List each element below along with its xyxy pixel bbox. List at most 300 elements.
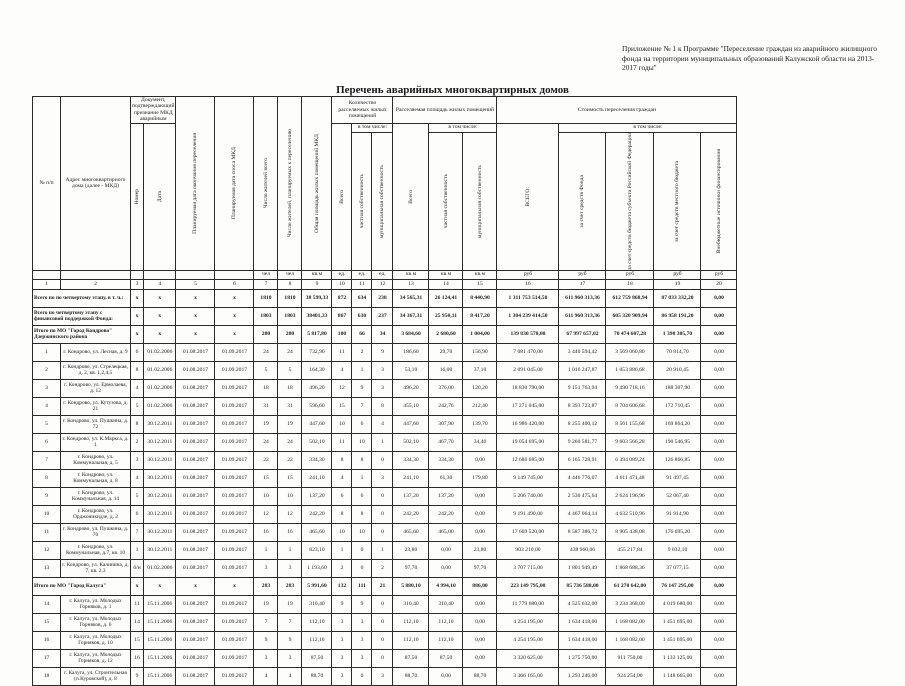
cell-cp: 6 <box>352 487 372 505</box>
total-cell: x <box>144 577 176 595</box>
cell-ap: 465,00 <box>429 523 463 541</box>
cell-f: 1 275 750,00 <box>559 649 606 667</box>
cell-at: 112,10 <box>393 613 429 631</box>
cell-date: 01.02.2006 <box>144 559 176 577</box>
cell-at: 502,10 <box>393 433 429 451</box>
cell-date: 30.12.2011 <box>144 433 176 451</box>
cell-rr: 1 <box>278 541 302 559</box>
unit-cell: руб <box>701 270 737 279</box>
cell-am: 88,70 <box>463 667 497 685</box>
total-cell: 283 <box>278 577 302 595</box>
cell-cm: 0 <box>372 631 393 649</box>
column-number: 6 <box>215 279 254 289</box>
total-cell: 200 <box>278 325 302 343</box>
cell-sum: 3 320 625,00 <box>497 649 559 667</box>
cell-cp: 9 <box>352 595 372 613</box>
cell-at: 334,30 <box>393 451 429 469</box>
cell-cp: 0 <box>352 559 372 577</box>
total-cell: 4 994,10 <box>429 577 463 595</box>
cell-ct: 4 <box>332 469 352 487</box>
cell-num: 4 <box>131 379 144 397</box>
unit-cell: кв.м <box>429 270 463 279</box>
header-cost-total: ВСЕГО: <box>497 123 559 270</box>
cell-date: 15.11.2006 <box>144 595 176 613</box>
unit-cell: руб <box>606 270 654 279</box>
cell-f: 1 293 246,00 <box>559 667 606 685</box>
cell-ct: 3 <box>332 631 352 649</box>
cell-f: 8 393 723,87 <box>559 397 606 415</box>
cell-ct: 11 <box>332 343 352 361</box>
cell-sum: 17 669 520,00 <box>497 523 559 541</box>
cell-addr: г. Кондрово, ул. Коммунальная, д. 14 <box>61 487 131 505</box>
cell-l: 4 019 680,00 <box>654 595 701 613</box>
cell-ap: 467,70 <box>429 433 463 451</box>
cell-f: 4 467 064,14 <box>559 505 606 523</box>
column-numbers-row <box>33 279 737 289</box>
total-row-kaluga <box>33 577 737 595</box>
cell-ta: 465,60 <box>302 523 332 541</box>
total-cell: 1810 <box>278 289 302 307</box>
column-number: 12 <box>372 279 393 289</box>
table-row <box>33 397 737 415</box>
cell-addr: г. Калуга, ул. Молодых Горняков, д. 6 <box>61 613 131 631</box>
cell-e: 0,00 <box>701 667 737 685</box>
cell-cp: 8 <box>352 451 372 469</box>
cell-ta: 502,10 <box>302 433 332 451</box>
cell-am: 156,90 <box>463 343 497 361</box>
cell-ta: 447,60 <box>302 415 332 433</box>
cell-cm: 0 <box>372 613 393 631</box>
cell-ta: 310,40 <box>302 595 332 613</box>
cell-r: 1 868 688,36 <box>606 559 654 577</box>
cell-n: 14 <box>33 595 61 613</box>
cell-cm: 1 <box>372 541 393 559</box>
cell-rt: 19 <box>254 415 278 433</box>
header-resettlement-date: Планируемая дата окончания переселения <box>176 97 215 271</box>
column-number: 15 <box>463 279 497 289</box>
cell-sum: 12 686 685,00 <box>497 451 559 469</box>
cell-l: 70 814,70 <box>654 343 701 361</box>
cell-r: 8 704 606,68 <box>606 397 654 415</box>
total-cell: 611 960 313,36 <box>559 307 606 325</box>
header-area-group: Расселяемая площадь жилых помещений <box>393 97 497 124</box>
table-row <box>33 667 737 685</box>
cell-ta: 88,70 <box>302 667 332 685</box>
column-number: 14 <box>429 279 463 289</box>
cell-cp: 1 <box>352 469 372 487</box>
unit-cell <box>61 270 131 279</box>
cell-cm: 4 <box>372 415 393 433</box>
total-cell: 630 <box>352 307 372 325</box>
cell-cp: 0 <box>352 667 372 685</box>
header-doc-group: Документ, подтверждающий признание МКД аварийным <box>132 97 175 123</box>
cell-num: 5 <box>131 397 144 415</box>
unit-cell: кв.м <box>463 270 497 279</box>
cell-num: 6/н <box>131 559 144 577</box>
cell-ap: 112,10 <box>429 631 463 649</box>
cell-am: 0,00 <box>463 595 497 613</box>
cell-cp: 6 <box>352 415 372 433</box>
cell-rt: 12 <box>254 505 278 523</box>
cell-am: 139,70 <box>463 415 497 433</box>
total-cell: 38401,33 <box>302 307 332 325</box>
cell-am: 37,10 <box>463 361 497 379</box>
cell-ct: 3 <box>332 649 352 667</box>
cell-sum: 4 254 195,00 <box>497 613 559 631</box>
header-doc-number: Номер <box>131 123 144 270</box>
cell-date: 01.02.2006 <box>144 379 176 397</box>
cell-date: 30.12.2011 <box>144 415 176 433</box>
cell-date: 15.11.2006 <box>144 667 176 685</box>
total-cell: 21 <box>372 577 393 595</box>
cell-pd: 01.09.2017 <box>215 415 254 433</box>
cell-pd: 01.09.2017 <box>215 451 254 469</box>
cell-ap: 334,30 <box>429 451 463 469</box>
cell-e: 0,00 <box>701 613 737 631</box>
cell-f: 8 255 400,12 <box>559 415 606 433</box>
column-number: 3 <box>131 279 144 289</box>
cell-ta: 1 193,60 <box>302 559 332 577</box>
cell-cp: 7 <box>352 397 372 415</box>
total-cell: x <box>215 307 254 325</box>
cell-addr: г. Кондрово, ул. Лесная, д. 9 <box>61 343 131 361</box>
cell-addr: г. Кондрово, ул. Ермолаева, д. 12 <box>61 379 131 397</box>
cell-sum: 19 054 695,00 <box>497 433 559 451</box>
cell-rr: 19 <box>278 595 302 613</box>
cell-n: 16 <box>33 631 61 649</box>
cell-ap: 376,00 <box>429 379 463 397</box>
cell-ap: 16,00 <box>429 361 463 379</box>
cell-addr: г. Кондрово, ул. Коммунальная, д.7, кв. 10 <box>61 541 131 559</box>
total-label: Всего по по четвертому этапу, в т. ч.: <box>33 289 131 307</box>
cell-pr: 01.08.2017 <box>176 379 215 397</box>
cell-pr: 01.08.2017 <box>176 433 215 451</box>
document-title: Перечень аварийных многоквартирных домов <box>336 84 569 96</box>
total-row-kondrovo <box>33 325 737 343</box>
cell-at: 242,20 <box>393 505 429 523</box>
cell-num: 3 <box>131 451 144 469</box>
cell-r: 8 561 155,68 <box>606 415 654 433</box>
cell-cm: 2 <box>372 559 393 577</box>
column-number: 9 <box>302 279 332 289</box>
cell-addr: г. Кондрово, ул. Пушкина, д. 72 <box>61 415 131 433</box>
column-number: 18 <box>606 279 654 289</box>
cell-ap: 307,90 <box>429 415 463 433</box>
cell-ta: 823,10 <box>302 541 332 559</box>
cell-sum: 4 254 195,00 <box>497 631 559 649</box>
cell-num: 9 <box>131 667 144 685</box>
total-cell: 223 149 795,00 <box>497 577 559 595</box>
cell-cp: 3 <box>352 649 372 667</box>
cell-ct: 15 <box>332 397 352 415</box>
cell-n: 12 <box>33 541 61 559</box>
cell-cp: 10 <box>352 523 372 541</box>
cell-rr: 10 <box>278 487 302 505</box>
cell-num: 4 <box>131 469 144 487</box>
unit-cell <box>215 270 254 279</box>
cell-rt: 24 <box>254 433 278 451</box>
table-row <box>33 505 737 523</box>
cell-am: 179,80 <box>463 469 497 487</box>
table-row <box>33 433 737 451</box>
total-cell: 34 565,31 <box>393 289 429 307</box>
cell-ap: 0,00 <box>429 667 463 685</box>
column-number: 8 <box>278 279 302 289</box>
cell-r: 4 611 471,48 <box>606 469 654 487</box>
cell-f: 2 530 475,64 <box>559 487 606 505</box>
cell-pr: 01.08.2017 <box>176 541 215 559</box>
cell-e: 0,00 <box>701 487 737 505</box>
cell-rr: 31 <box>278 397 302 415</box>
cell-ct: 4 <box>332 361 352 379</box>
cell-addr: г. Калуга, ул. Молодых Горняков, д. 1 <box>61 595 131 613</box>
cell-am: 97,70 <box>463 559 497 577</box>
cell-ta: 87,50 <box>302 649 332 667</box>
cell-e: 0,00 <box>701 451 737 469</box>
cell-sum: 7 081 470,00 <box>497 343 559 361</box>
cell-pd: 01.09.2017 <box>215 397 254 415</box>
header-residents-resettle: Число жителей, планируемых к переселению <box>278 97 302 271</box>
cell-ap: 0,00 <box>429 559 463 577</box>
total-cell: 85 736 588,00 <box>559 577 606 595</box>
cell-cp: 2 <box>352 343 372 361</box>
cell-at: 23,80 <box>393 541 429 559</box>
total-cell: x <box>131 577 144 595</box>
cell-l: 172 710,45 <box>654 397 701 415</box>
cell-sum: 16 986 420,00 <box>497 415 559 433</box>
cell-e: 0,00 <box>701 541 737 559</box>
cell-num: 2 <box>131 433 144 451</box>
total-cell: 86 958 191,20 <box>654 307 701 325</box>
total-cell: 100 <box>332 325 352 343</box>
cell-am: 0,00 <box>463 505 497 523</box>
cell-n: 4 <box>33 397 61 415</box>
cell-l: 20 910,45 <box>654 361 701 379</box>
cell-ap: 87,50 <box>429 649 463 667</box>
total-cell: 70 474 607,28 <box>606 325 654 343</box>
cell-f: 9 260 581,77 <box>559 433 606 451</box>
cell-num: 15 <box>131 631 144 649</box>
cell-sum: 3 366 165,00 <box>497 667 559 685</box>
cell-pr: 01.08.2017 <box>176 667 215 685</box>
cell-cm: 0 <box>372 487 393 505</box>
cell-e: 0,00 <box>701 343 737 361</box>
header-number: № п/п <box>33 97 61 271</box>
cell-l: 188 307,90 <box>654 379 701 397</box>
cell-ct: 3 <box>332 613 352 631</box>
total-cell: 34 367,31 <box>393 307 429 325</box>
total-cell: 87 033 332,20 <box>654 289 701 307</box>
total-cell: x <box>131 325 144 343</box>
cell-date: 01.02.2006 <box>144 397 176 415</box>
cell-ap: 137,20 <box>429 487 463 505</box>
cell-rt: 3 <box>254 559 278 577</box>
header-cost-extra: Внебюджетные источники финансирования <box>701 132 737 270</box>
table-row <box>33 451 737 469</box>
cell-f: 3 440 594,42 <box>559 343 606 361</box>
cell-cp: 10 <box>352 433 372 451</box>
cell-rr: 5 <box>278 361 302 379</box>
cell-at: 310,40 <box>393 595 429 613</box>
cell-rr: 3 <box>278 649 302 667</box>
cell-am: 0,00 <box>463 649 497 667</box>
total-label: Итого по МО "Город Кондрово" Дзержинского района <box>33 325 131 343</box>
column-number: 19 <box>654 279 701 289</box>
header-residents-total: Число жителей всего <box>254 97 278 271</box>
cell-addr: г. Калуга, ул. Молодых Горняков, д. 12 <box>61 649 131 667</box>
total-cell: 283 <box>254 577 278 595</box>
total-cell: 66 <box>352 325 372 343</box>
header-count-total: Всего <box>332 123 352 270</box>
total-cell: x <box>215 289 254 307</box>
total-label: Всего по четвертому этапу с финансовой поддержкой Фонда: <box>33 307 131 325</box>
cell-pd: 01.09.2017 <box>215 631 254 649</box>
cell-num: 8 <box>131 415 144 433</box>
cell-am: 120,20 <box>463 379 497 397</box>
table-row <box>33 559 737 577</box>
cell-at: 87,50 <box>393 649 429 667</box>
cell-l: 1 451 695,00 <box>654 613 701 631</box>
total-cell: 0,00 <box>701 577 737 595</box>
cell-pd: 01.09.2017 <box>215 487 254 505</box>
table-row <box>33 649 737 667</box>
cell-cm: 8 <box>372 397 393 415</box>
total-cell: 200 <box>254 325 278 343</box>
cell-pd: 01.09.2017 <box>215 469 254 487</box>
cell-date: 15.11.2006 <box>144 613 176 631</box>
total-cell: 5 991,60 <box>302 577 332 595</box>
unit-cell: кв.м <box>302 270 332 279</box>
cell-num: 11 <box>131 595 144 613</box>
cell-n: 18 <box>33 667 61 685</box>
cell-ct: 10 <box>332 415 352 433</box>
cell-e: 0,00 <box>701 415 737 433</box>
cell-l: 1 148 665,00 <box>654 667 701 685</box>
cell-e: 0,00 <box>701 397 737 415</box>
table-row <box>33 541 737 559</box>
total-cell: x <box>176 577 215 595</box>
column-number: 10 <box>332 279 352 289</box>
total-cell: 1 398 305,70 <box>654 325 701 343</box>
cell-ct: 8 <box>332 505 352 523</box>
cell-am: 34,40 <box>463 433 497 451</box>
cell-f: 4 446 776,07 <box>559 469 606 487</box>
cell-pd: 01.09.2017 <box>215 523 254 541</box>
cell-ap: 310,40 <box>429 595 463 613</box>
cell-l: 176 695,20 <box>654 523 701 541</box>
cell-rr: 3 <box>278 559 302 577</box>
cell-num: 8 <box>131 361 144 379</box>
cell-r: 6 394 089,24 <box>606 451 654 469</box>
total-cell: 1 311 753 514,50 <box>497 289 559 307</box>
cell-at: 241,10 <box>393 469 429 487</box>
cell-ct: 10 <box>332 523 352 541</box>
total-cell: x <box>176 307 215 325</box>
cell-e: 0,00 <box>701 433 737 451</box>
cell-rr: 24 <box>278 343 302 361</box>
total-cell: 5 817,80 <box>302 325 332 343</box>
cell-sum: 9 191 490,00 <box>497 505 559 523</box>
total-cell: 1803 <box>278 307 302 325</box>
header-count-in-that: в том числе: <box>352 123 393 132</box>
cell-am: 0,00 <box>463 613 497 631</box>
cell-ap: 61,30 <box>429 469 463 487</box>
total-cell: 611 960 313,36 <box>559 289 606 307</box>
cell-r: 3 569 060,80 <box>606 343 654 361</box>
header-area-private: частная собственность <box>429 132 463 270</box>
header-area-total: Всего <box>393 123 429 270</box>
table-row <box>33 631 737 649</box>
table-row <box>33 379 737 397</box>
cell-addr: г. Кондрово, ул. Стрелецкая, д. 2, кв. 1,2,4,5 <box>61 361 131 379</box>
cell-sum: 5 206 740,00 <box>497 487 559 505</box>
cell-l: 126 866,85 <box>654 451 701 469</box>
total-cell: 67 997 657,02 <box>559 325 606 343</box>
cell-ap: 242,76 <box>429 397 463 415</box>
cell-pr: 01.08.2017 <box>176 397 215 415</box>
cell-sum: 3 707 715,00 <box>497 559 559 577</box>
cell-r: 9 490 718,16 <box>606 379 654 397</box>
cell-rt: 24 <box>254 343 278 361</box>
total-cell: 8 417,20 <box>463 307 497 325</box>
cell-sum: 903 210,00 <box>497 541 559 559</box>
cell-cm: 1 <box>372 433 393 451</box>
cell-rr: 7 <box>278 613 302 631</box>
cell-am: 212,40 <box>463 397 497 415</box>
table-body <box>33 289 737 685</box>
cell-rt: 22 <box>254 451 278 469</box>
total-cell: 1803 <box>254 307 278 325</box>
cell-rr: 9 <box>278 631 302 649</box>
cell-rt: 31 <box>254 397 278 415</box>
total-cell: x <box>215 325 254 343</box>
cell-cm: 0 <box>372 505 393 523</box>
cell-num: 6 <box>131 505 144 523</box>
cell-r: 911 750,00 <box>606 649 654 667</box>
cell-pr: 01.08.2017 <box>176 487 215 505</box>
total-cell: 0,00 <box>701 289 737 307</box>
unit-cell: чел <box>254 270 278 279</box>
cell-cp: 3 <box>352 613 372 631</box>
unit-cell <box>33 270 61 279</box>
cell-pr: 01.08.2017 <box>176 523 215 541</box>
cell-at: 447,60 <box>393 415 429 433</box>
total-cell: 1810 <box>254 289 278 307</box>
cell-pd: 01.09.2017 <box>215 667 254 685</box>
cell-addr: г. Кондрово, ул. Коммунальная, д. 5 <box>61 451 131 469</box>
cell-pr: 01.08.2017 <box>176 613 215 631</box>
cell-l: 1 133 125,00 <box>654 649 701 667</box>
total-label: Итого по МО "Город Калуга" <box>33 577 131 595</box>
column-number: 16 <box>497 279 559 289</box>
cell-rr: 4 <box>278 667 302 685</box>
cell-rt: 16 <box>254 523 278 541</box>
cell-l: 37 077,15 <box>654 559 701 577</box>
cell-r: 1 168 082,00 <box>606 631 654 649</box>
cell-pr: 01.08.2017 <box>176 361 215 379</box>
cell-pd: 01.09.2017 <box>215 595 254 613</box>
cell-pr: 01.08.2017 <box>176 451 215 469</box>
total-cell: 886,00 <box>463 577 497 595</box>
total-cell: 5 880,10 <box>393 577 429 595</box>
header-cost-group: Стоимость переселения граждан <box>497 97 737 124</box>
cell-at: 97,70 <box>393 559 429 577</box>
table-row <box>33 469 737 487</box>
cell-r: 2 624 196,96 <box>606 487 654 505</box>
cell-n: 5 <box>33 415 61 433</box>
cell-date: 30.12.2011 <box>144 469 176 487</box>
cell-ap: 242,20 <box>429 505 463 523</box>
